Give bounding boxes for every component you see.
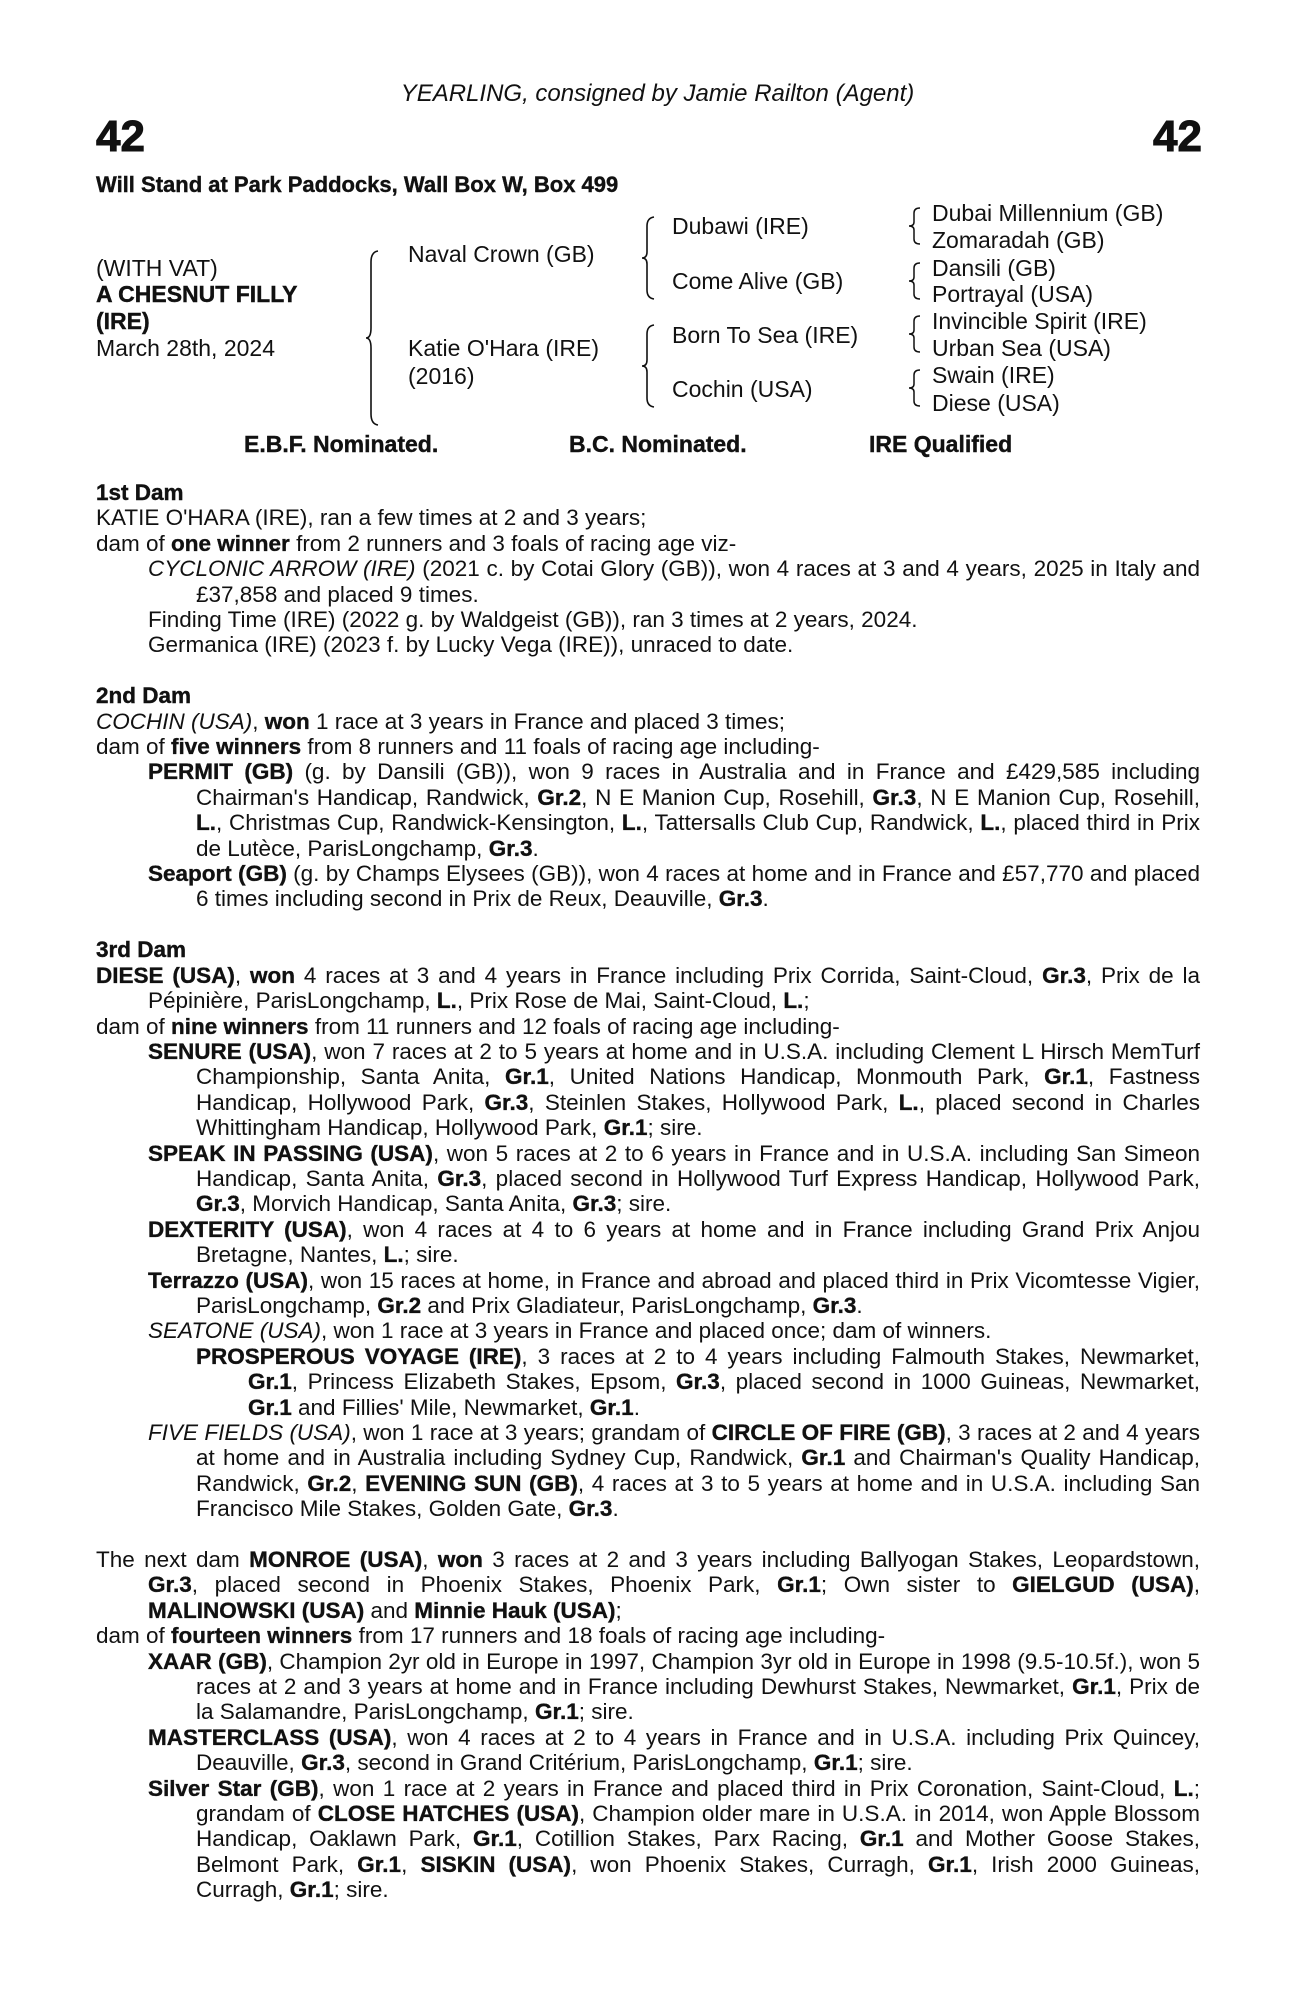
produce-record bbox=[96, 1725, 1200, 1776]
produce-record bbox=[96, 1649, 1200, 1725]
bold-text: Gr.1 bbox=[504, 1064, 549, 1090]
text: , bbox=[252, 708, 265, 734]
text: and bbox=[364, 1597, 415, 1623]
text: 4 races at 3 and 4 years in France including Prix Corrida, Saint-Cloud, bbox=[295, 962, 1043, 988]
bold-text: XAAR (GB) bbox=[148, 1648, 267, 1674]
text: (g. by Dansili (GB)), won 9 races in Australia and in France and £429,585 including Chairman's Handicap, Randwick, bbox=[196, 759, 1200, 810]
text: , Cotillion Stakes, Parx Racing, bbox=[516, 1826, 860, 1852]
text: , won 1 race at 2 years in France and placed third in Prix Coronation, Saint-Cloud, bbox=[318, 1775, 1174, 1801]
dam-sire: Born To Sea (IRE) bbox=[672, 322, 859, 348]
text: ; sire. bbox=[857, 1750, 913, 1776]
bold-text: Gr.1 bbox=[289, 1877, 334, 1903]
foaling-date: March 28th, 2024 bbox=[96, 335, 276, 361]
bold-text: L. bbox=[196, 810, 216, 836]
bold-text: Gr.1 bbox=[248, 1394, 292, 1420]
dam-record bbox=[96, 1547, 1200, 1623]
bold-text: L. bbox=[783, 988, 804, 1014]
great-grandparent: Diese (USA) bbox=[932, 390, 1060, 416]
bold-text: Gr.3 bbox=[676, 1369, 720, 1395]
bold-text: Gr.1 bbox=[813, 1750, 858, 1776]
section-heading: 1st Dam bbox=[96, 480, 184, 505]
text: . bbox=[856, 1292, 863, 1318]
section-heading: 2nd Dam bbox=[96, 683, 192, 709]
text: , bbox=[1193, 1572, 1200, 1598]
text: , won Phoenix Stakes, Curragh, bbox=[571, 1851, 929, 1877]
lot-number-right: 42 bbox=[1153, 112, 1202, 161]
dam-dam: Cochin (USA) bbox=[672, 376, 813, 402]
bold-text: won bbox=[250, 962, 296, 988]
italic-text: CYCLONIC ARROW (IRE) bbox=[148, 556, 416, 582]
lot-number-left: 42 bbox=[96, 112, 145, 161]
bold-text: fourteen winners bbox=[171, 1623, 353, 1649]
bold-text: Gr.2 bbox=[307, 1470, 352, 1496]
text: Finding Time (IRE) (2022 g. by Waldgeist (GB)), ran 3 times at 2 years, 2024. bbox=[148, 607, 918, 633]
ebf-nomination: E.B.F. Nominated. bbox=[244, 431, 439, 457]
text: ; sire. bbox=[578, 1699, 634, 1725]
bold-text: Gr.3 bbox=[488, 835, 533, 861]
bold-text: Gr.2 bbox=[537, 784, 582, 810]
bold-text: Gr.3 bbox=[196, 1191, 240, 1217]
vat-note: (WITH VAT) bbox=[96, 255, 218, 281]
pedigree-brace bbox=[908, 369, 922, 407]
bold-text: Gr.3 bbox=[148, 1572, 192, 1598]
bold-text: Silver Star (GB) bbox=[148, 1775, 319, 1801]
pedigree-brace bbox=[908, 207, 922, 245]
bold-text: Gr.1 bbox=[1044, 1064, 1088, 1090]
dam-record bbox=[96, 531, 1200, 556]
text: , 4 races at 3 to 5 years at home and in U.S.A. including San Francisco Mile Stakes, Golden Gate, bbox=[196, 1470, 1201, 1522]
pedigree-brace bbox=[908, 262, 922, 300]
bold-text: Gr.3 bbox=[484, 1089, 529, 1115]
produce-record bbox=[96, 1141, 1200, 1217]
bold-text: CIRCLE OF FIRE (GB) bbox=[711, 1420, 946, 1445]
text: , won 1 race at 3 years; grandam of bbox=[350, 1420, 712, 1445]
bold-text: SENURE (USA) bbox=[148, 1038, 312, 1064]
text: . bbox=[532, 835, 539, 861]
great-grandparent: Zomaradah (GB) bbox=[932, 227, 1105, 253]
bold-text: Gr.3 bbox=[872, 784, 917, 810]
produce-record bbox=[96, 1344, 1200, 1420]
bold-text: L. bbox=[436, 988, 457, 1014]
produce-record bbox=[96, 1217, 1200, 1268]
text: , N E Manion Cup, Rosehill, bbox=[581, 784, 873, 810]
bold-text: PERMIT (GB) bbox=[148, 759, 294, 785]
dam-record bbox=[96, 734, 1200, 759]
text: . bbox=[633, 1394, 640, 1420]
bold-text: Gr.1 bbox=[777, 1572, 821, 1598]
pedigree-brace bbox=[642, 216, 656, 300]
bold-text: L. bbox=[383, 1242, 404, 1268]
bold-text: one winner bbox=[171, 530, 290, 556]
bold-text: L. bbox=[1173, 1775, 1194, 1801]
great-grandparent: Dansili (GB) bbox=[932, 255, 1056, 281]
dam-section bbox=[96, 1547, 1200, 1903]
bold-text: Gr.1 bbox=[859, 1826, 904, 1852]
great-grandparent: Dubai Millennium (GB) bbox=[932, 200, 1164, 226]
stabling-location: Will Stand at Park Paddocks, Wall Box W, Box 499 bbox=[96, 172, 619, 197]
horse-name: A CHESNUT FILLY bbox=[96, 281, 298, 307]
text: ; sire. bbox=[616, 1191, 672, 1217]
dam-section bbox=[96, 480, 1200, 658]
bold-text: Gr.3 bbox=[572, 1191, 617, 1217]
text: from 2 runners and 3 foals of racing age viz- bbox=[289, 530, 737, 556]
text: ; bbox=[615, 1597, 622, 1623]
bold-text: Gr.1 bbox=[248, 1369, 292, 1395]
produce-record bbox=[96, 1268, 1200, 1319]
text: dam of bbox=[96, 1623, 172, 1649]
bold-text: MASTERCLASS (USA) bbox=[148, 1724, 392, 1750]
bold-text: Gr.1 bbox=[1072, 1674, 1116, 1700]
bold-text: Gr.2 bbox=[377, 1292, 422, 1318]
text: , Princess Elizabeth Stakes, Epsom, bbox=[291, 1369, 677, 1395]
bold-text: DEXTERITY (USA) bbox=[148, 1216, 347, 1242]
text: . bbox=[762, 886, 769, 912]
text: , Tattersalls Club Cup, Randwick, bbox=[641, 810, 981, 836]
text: and Mother Goose Stakes, Belmont Park, bbox=[196, 1826, 1201, 1877]
produce-record bbox=[96, 1420, 1200, 1522]
produce-record bbox=[96, 556, 1200, 607]
text: , Morvich Handicap, Santa Anita, bbox=[239, 1191, 573, 1217]
produce-record bbox=[96, 759, 1200, 861]
dam-record bbox=[96, 505, 1200, 530]
text: dam of bbox=[96, 734, 172, 760]
text: , placed second in Charles Whittingham Handicap, Hollywood Park, bbox=[196, 1089, 1201, 1141]
text: , bbox=[234, 962, 251, 988]
bold-text: Terrazzo (USA) bbox=[148, 1267, 308, 1293]
pedigree-brace bbox=[366, 250, 380, 426]
text: , N E Manion Cup, Rosehill, bbox=[916, 784, 1201, 810]
text: , Fastness Handicap, Hollywood Park, bbox=[196, 1064, 1200, 1115]
text: ; bbox=[803, 988, 810, 1014]
text: and Fillies' Mile, Newmarket, bbox=[291, 1394, 590, 1420]
ire-qualification: IRE Qualified bbox=[869, 431, 1013, 457]
italic-text: COCHIN (USA) bbox=[96, 708, 253, 734]
text: , bbox=[422, 1547, 438, 1573]
great-grandparent: Portrayal (USA) bbox=[932, 281, 1094, 307]
text: , bbox=[401, 1851, 421, 1877]
great-grandparent: Invincible Spirit (IRE) bbox=[932, 308, 1147, 334]
text: , Prix Rose de Mai, Saint-Cloud, bbox=[456, 988, 784, 1014]
text: , Prix de la Pépinière, ParisLongchamp, bbox=[148, 962, 1200, 1014]
bold-text: won bbox=[264, 708, 310, 734]
text: , won 5 races at 2 to 6 years in France and in U.S.A. including San Simeon Handicap, Santa Anita, bbox=[196, 1140, 1200, 1191]
bold-text: Gr.1 bbox=[357, 1851, 402, 1877]
bold-text: five winners bbox=[171, 734, 302, 760]
dam-record bbox=[96, 709, 1200, 734]
bold-text: EVENING SUN (GB) bbox=[365, 1470, 578, 1496]
text: from 11 runners and 12 foals of racing age including- bbox=[308, 1013, 840, 1039]
bold-text: Gr.3 bbox=[437, 1165, 482, 1191]
bold-text: CLOSE HATCHES (USA) bbox=[317, 1801, 579, 1827]
text: 3 races at 2 and 3 years including Ballyogan Stakes, Leopardstown, bbox=[482, 1547, 1201, 1573]
text: dam of bbox=[96, 1013, 172, 1039]
produce-record bbox=[96, 632, 1200, 657]
produce-record bbox=[96, 1776, 1200, 1903]
bold-text: Gr.1 bbox=[928, 1851, 972, 1877]
dam-record bbox=[96, 963, 1200, 1014]
text: , won 15 races at home, in France and abroad and placed third in Prix Vicomtesse Vigier, ParisLongchamp, bbox=[196, 1267, 1200, 1318]
text: 1 race at 3 years in France and placed 3 times; bbox=[309, 708, 786, 734]
text: , Prix de la Salamandre, ParisLongchamp, bbox=[196, 1674, 1200, 1725]
italic-text: SEATONE (USA) bbox=[148, 1318, 321, 1344]
bold-text: Gr.1 bbox=[603, 1115, 648, 1141]
bold-text: GIELGUD (USA) bbox=[1012, 1572, 1194, 1598]
bold-text: SISKIN (USA) bbox=[420, 1851, 572, 1877]
text: dam of bbox=[96, 530, 172, 556]
text: and Chairman's Quality Handicap, Randwick, bbox=[196, 1445, 1200, 1496]
text: , placed second in Phoenix Stakes, Phoenix Park, bbox=[191, 1572, 778, 1598]
bold-text: PROSPEROUS VOYAGE (IRE) bbox=[196, 1343, 522, 1369]
dam-year: (2016) bbox=[408, 363, 475, 389]
text: (2021 c. by Cotai Glory (GB)), won 4 races at 3 and 4 years, 2025 in Italy and £37,858 and placed 9 times. bbox=[196, 556, 1201, 607]
text: ; sire. bbox=[647, 1115, 703, 1141]
text: ; grandam of bbox=[196, 1775, 1200, 1827]
text: ; sire. bbox=[403, 1242, 459, 1268]
bold-text: L. bbox=[980, 810, 1001, 836]
sire-sire: Dubawi (IRE) bbox=[672, 213, 809, 239]
sire: Naval Crown (GB) bbox=[408, 241, 595, 267]
bold-text: Gr.3 bbox=[1042, 962, 1086, 988]
section-heading: 3rd Dam bbox=[96, 937, 187, 963]
text: , won 7 races at 2 to 5 years at home and in U.S.A. including Clement L Hirsch MemTurf Championship, Santa Anita, bbox=[196, 1038, 1201, 1090]
bold-text: Minnie Hauk (USA) bbox=[414, 1597, 616, 1623]
text: Germanica (IRE) (2023 f. by Lucky Vega (IRE)), unraced to date. bbox=[148, 632, 794, 658]
text: (g. by Champs Elysees (GB)), won 4 races at home and in France and £57,770 and placed 6 times including second in Prix de Reux, Deauville, bbox=[196, 861, 1200, 912]
bold-text: DIESE (USA) bbox=[96, 962, 235, 988]
italic-text: FIVE FIELDS (USA) bbox=[148, 1420, 351, 1445]
pedigree-brace bbox=[642, 324, 656, 408]
text: , placed second in 1000 Guineas, Newmarket, bbox=[719, 1369, 1200, 1395]
text: from 8 runners and 11 foals of racing age including- bbox=[301, 734, 820, 760]
text: ; Own sister to bbox=[820, 1572, 1013, 1598]
bold-text: nine winners bbox=[171, 1013, 309, 1039]
text: and Prix Gladiateur, ParisLongchamp, bbox=[421, 1292, 813, 1318]
sire-dam: Come Alive (GB) bbox=[672, 268, 844, 294]
horse-name-country: (IRE) bbox=[96, 308, 150, 334]
bold-text: Seaport (GB) bbox=[148, 861, 287, 887]
text: . bbox=[612, 1496, 619, 1522]
bold-text: Gr.3 bbox=[812, 1292, 857, 1318]
produce-record bbox=[96, 607, 1200, 632]
produce-record bbox=[96, 1039, 1200, 1141]
text: KATIE O'HARA (IRE), ran a few times at 2 and 3 years; bbox=[96, 505, 647, 531]
text: , Steinlen Stakes, Hollywood Park, bbox=[528, 1089, 899, 1115]
pedigree-brace bbox=[908, 315, 922, 353]
dam-section bbox=[96, 683, 1200, 912]
text: , placed second in Hollywood Turf Express Handicap, Hollywood Park, bbox=[481, 1165, 1200, 1191]
bold-text: won bbox=[437, 1547, 483, 1573]
bold-text: Gr.1 bbox=[534, 1699, 579, 1725]
text: from 17 runners and 18 foals of racing age including- bbox=[352, 1623, 886, 1649]
catalogue-body bbox=[96, 480, 1200, 1903]
text: , Champion 2yr old in Europe in 1997, Champion 3yr old in Europe in 1998 (9.5-10.5f.), won 5 races at 2 and 3 years at home and in France including Dewhurst Stakes, Newmarket, bbox=[196, 1648, 1200, 1700]
great-grandparent: Urban Sea (USA) bbox=[932, 335, 1111, 361]
bold-text: Gr.3 bbox=[718, 886, 763, 912]
great-grandparent: Swain (IRE) bbox=[932, 362, 1055, 388]
bold-text: Gr.1 bbox=[472, 1826, 517, 1852]
text: , placed third in Prix de Lutèce, ParisLongchamp, bbox=[196, 810, 1200, 861]
text: , won 4 races at 4 to 6 years at home and in France including Grand Prix Anjou Bretagne, Nantes, bbox=[196, 1216, 1200, 1268]
bold-text: MONROE (USA) bbox=[249, 1547, 423, 1573]
bold-text: Gr.3 bbox=[301, 1750, 345, 1776]
text: , Champion older mare in U.S.A. in 2014, won Apple Blossom Handicap, Oaklawn Park, bbox=[196, 1801, 1200, 1852]
bold-text: SPEAK IN PASSING (USA) bbox=[148, 1140, 433, 1166]
text: ; sire. bbox=[333, 1877, 389, 1903]
bold-text: MALINOWSKI (USA) bbox=[148, 1597, 365, 1623]
dam-section bbox=[96, 937, 1200, 1521]
dam: Katie O'Hara (IRE) bbox=[408, 335, 599, 361]
text: , second in Grand Critérium, ParisLongchamp, bbox=[344, 1750, 814, 1776]
text: , 3 races at 2 to 4 years including Falmouth Stakes, Newmarket, bbox=[521, 1343, 1200, 1369]
dam-record bbox=[96, 1014, 1200, 1039]
text: , won 4 races at 2 to 4 years in France and in U.S.A. including Prix Quincey, Deauville, bbox=[196, 1724, 1200, 1776]
text: , 3 races at 2 and 4 years at home and in Australia including Sydney Cup, Randwick, bbox=[196, 1420, 1200, 1471]
bold-text: Gr.1 bbox=[801, 1445, 846, 1471]
dam-record bbox=[96, 1623, 1200, 1648]
text: , bbox=[351, 1470, 366, 1496]
bold-text: Gr.3 bbox=[568, 1496, 613, 1522]
bold-text: L. bbox=[621, 810, 642, 836]
text: , United Nations Handicap, Monmouth Park, bbox=[548, 1064, 1045, 1090]
produce-record bbox=[96, 1318, 1200, 1343]
text: , Christmas Cup, Randwick-Kensington, bbox=[216, 810, 622, 836]
text: , won 1 race at 3 years in France and placed once; dam of winners. bbox=[320, 1318, 992, 1344]
bold-text: Gr.1 bbox=[589, 1394, 634, 1420]
consignor-line: YEARLING, consigned by Jamie Railton (Agent) bbox=[400, 80, 915, 107]
text: , Irish 2000 Guineas, Curragh, bbox=[196, 1851, 1201, 1903]
bc-nomination: B.C. Nominated. bbox=[569, 431, 747, 457]
text: The next dam bbox=[96, 1547, 250, 1573]
bold-text: L. bbox=[898, 1089, 919, 1115]
produce-record bbox=[96, 861, 1200, 912]
